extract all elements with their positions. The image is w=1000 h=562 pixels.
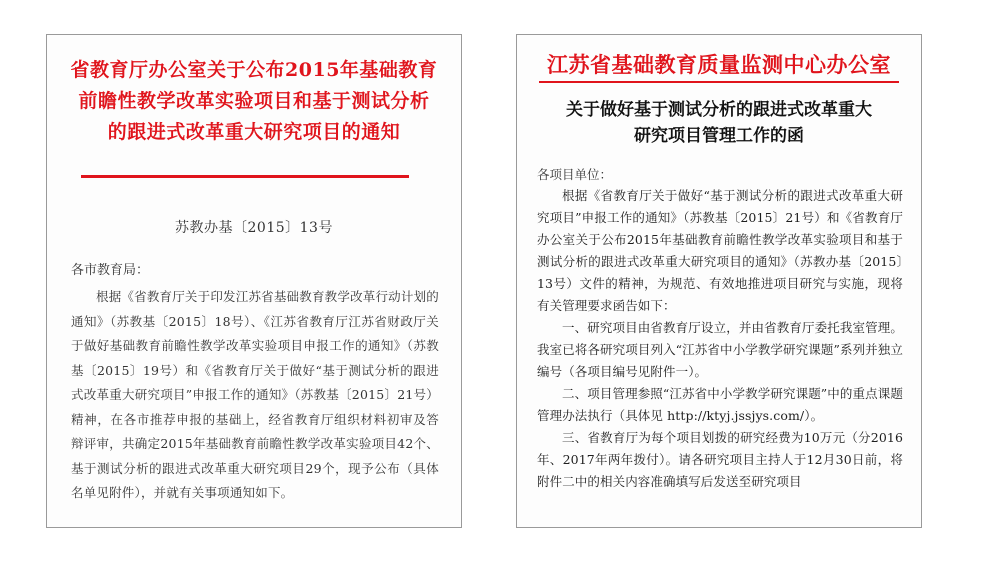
letter-title-line: 关于做好基于测试分析的跟进式改革重大 [566,100,872,120]
notice-body: 根据《省教育厅关于印发江苏省基础教育教学改革行动计划的通知》（苏教基〔2015〕18号）、《江苏省教育厅江苏省财政厅关于做好基础教育前瞻性教学改革实验项目申报工作的通知》（苏教基〔2015〕19号）和《省教育厅关于做好“基于测试分析的跟进式改革重大研究项目”申报工作的通知》（苏教基〔2015〕21号）精神，在各市推荐申报的基础上，经省教育厅组织材料初审及答辩评审，共确定2015年基础教育前瞻性教学改革实验项目42个、基于测试分析的跟进式改革重大研究项目29个，现予公布（具体名单见附件），并就有关事项通知如下。 [71,289,439,500]
notice-title-line: 前瞻性教学改革实验项目和基于测试分析 [78,90,430,112]
letter-title-line: 研究项目管理工作的函 [634,126,804,146]
letter-paragraph: 根据《省教育厅关于做好“基于测试分析的跟进式改革重大研究项目”申报工作的通知》（苏教基〔2015〕21号）和《省教育厅办公室关于公布2015年基础教育前瞻性教学改革实验项目和基于测试分析的跟进式改革重大研究项目的通知》（苏教办基〔2015〕13号）文件的精神，为规范、有效地推进项目研究与实施，现将有关管理要求函告如下： [537,188,903,313]
letter-paragraph: 二、项目管理参照“江苏省中小学教学研究课题”中的重点课题管理办法执行（具体见 http://ktyj.jssjys.com/）。 [537,386,903,423]
red-divider [81,175,409,178]
letter-body [537,185,903,493]
salutation: 各项目单位： [537,167,613,182]
notice-title-line: 省教育厅办公室关于公布2015年基础教育 [70,59,438,81]
letter-document-page [516,34,922,528]
letter-title [527,97,911,149]
letter-paragraph: 一、研究项目由省教育厅设立，并由省教育厅委托我室管理。我室已将各研究项目列入“江苏省中小学教学研究课题”系列并独立编号（各项目编号见附件一）。 [537,320,903,379]
salutation: 各市教育局： [71,263,150,278]
notice-title [57,55,451,148]
office-header: 江苏省基础教育质量监测中心办公室 [547,52,891,77]
notice-document-page [46,34,462,528]
letter-paragraph: 三、省教育厅为每个项目划拨的研究经费为10万元（分2016年、2017年两年拨付）。请各研究项目主持人于12月30日前，将附件二中的相关内容准确填写后发送至研究项目 [537,430,903,489]
document-number: 苏教办基〔2015〕13号 [175,220,333,236]
red-divider [539,81,899,83]
notice-title-line: 的跟进式改革重大研究项目的通知 [107,121,401,143]
